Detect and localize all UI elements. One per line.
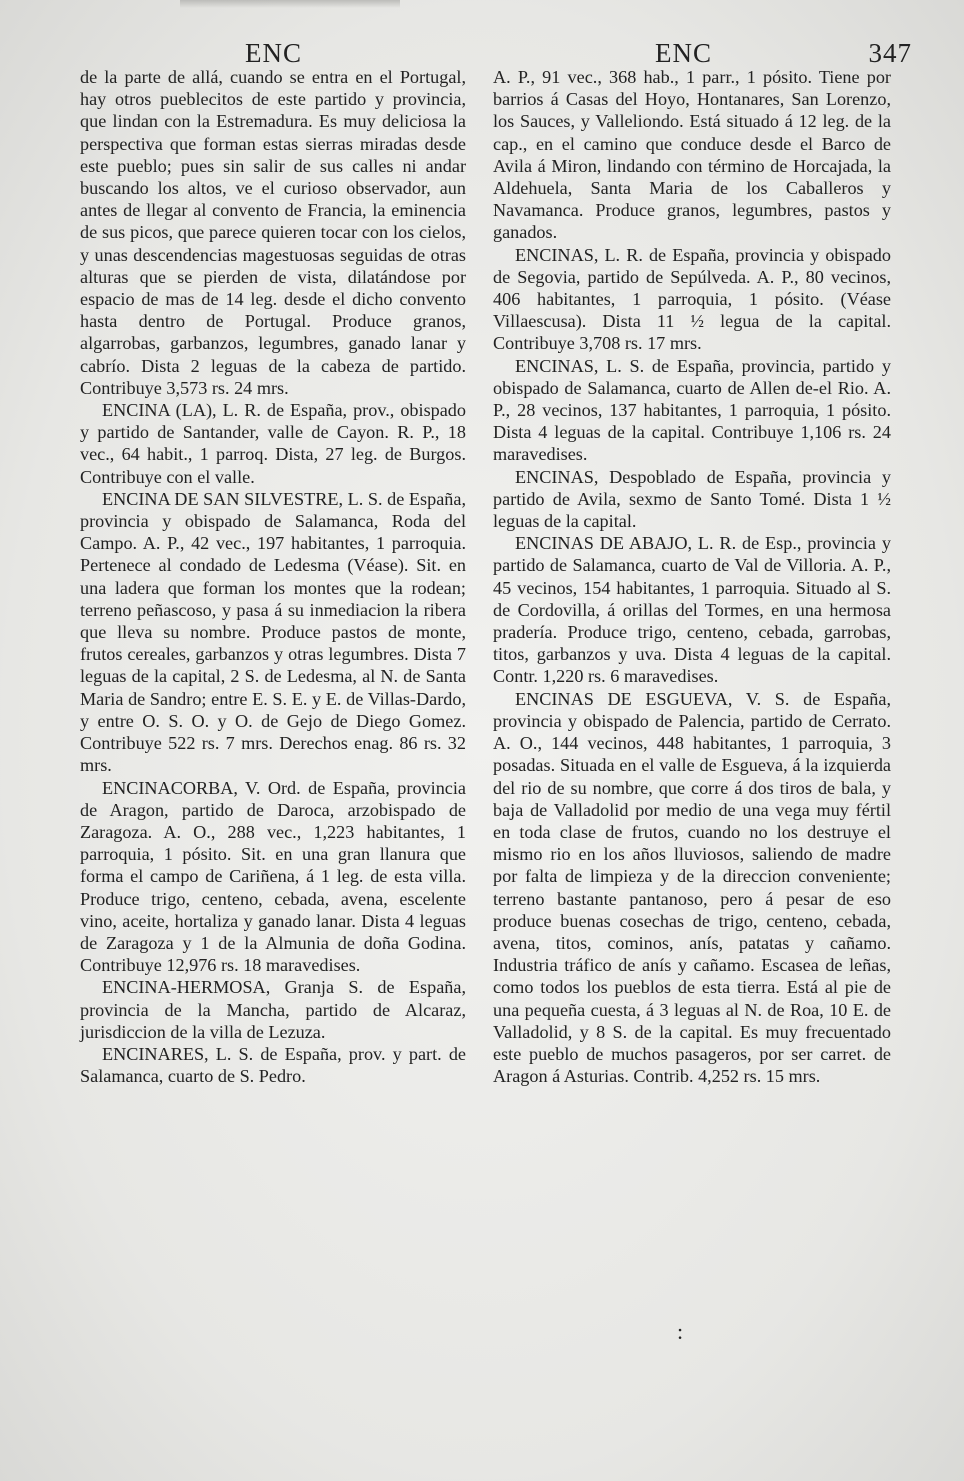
- entry-encinacorba: ENCINACORBA, V. Ord. de España, provincia de Aragon, partido de Daroca, arzobispado de Zaragoza. A. O., 288 vec., 1,223 habitantes, 1 parroquia, 1 pósito. Sit. en una gran llanura que forma el campo de Cariñena, á 1 leg. de esta villa. Produce trigo, centeno, cebada, avena, escelente vino, aceite, hortaliza y ganado lanar. Dista 4 leguas de Zaragoza y 1 de la Almunia de doña Godina. Contribuye 12,976 rs. 18 maravedises.: [80, 777, 466, 976]
- running-head-right: ENC: [655, 38, 712, 68]
- entry-encinas-segovia: ENCINAS, L. R. de España, provincia y obispado de Segovia, partido de Sepúlveda. A. P., 80 vecinos, 406 habitantes, 1 parroquia, 1 pósito. (Véase Villaescusa). Dista 11 ½ legua de la capital. Contribuye 3,708 rs. 17 mrs.: [493, 244, 891, 354]
- entry-encinares: ENCINARES, L. S. de España, prov. y part. de Salamanca, cuarto de S. Pedro.: [80, 1043, 466, 1087]
- entry-encinares-continuation: A. P., 91 vec., 368 hab., 1 parr., 1 pósito. Tiene por barrios á Casas del Hoyo, Hontanares, San Lorenzo, los Sauces, y Valleliondo. Está situado á 12 leg. de la cap., en el camino que conduce desde el Barco de Avila á Miron, lindando con término de Horcajada, la Aldehuela, Santa Maria de los Caballeros y Navamanca. Produce granos, legumbres, pastos y ganados.: [493, 67, 891, 243]
- page-number: 347: [868, 38, 912, 68]
- entry-encina-hermosa: ENCINA-HERMOSA, Granja S. de España, provincia de la Mancha, partido de Alcaraz, jurisdiccion de la villa de Lezuza.: [80, 977, 466, 1042]
- right-column: [493, 66, 891, 1087]
- entry-encina-la: ENCINA (LA), L. R. de España, prov., obispado y partido de Santander, valle de Cayon. R. P., 18 vec., 64 habit., 1 parroq. Dista, 27 leg. de Burgos. Contribuye con el valle.: [80, 400, 466, 487]
- entry-continuation: de la parte de allá, cuando se entra en el Portugal, hay otros pueblecitos de este partido y provincia, que lindan con la Estremadura. Es muy deliciosa la perspectiva que forman estas sierras miradas desde este pueblo; pues sin salir de sus calles ni andar buscando los altos, ve el curioso observador, aun antes de llegar al convento de Francia, la eminencia de sus picos, que parece quieren tocar con los cielos, y unas descendencias magestuosas seguidas de otras alturas que se pierden de vista, dilatándose por espacio de mas de 14 leg. desde el dicho convento hasta dentro de Portugal. Produce granos, algarrobas, garbanzos, legumbres, ganado lanar y cabrío. Dista 2 leguas de la cabeza de partido. Contribuye 3,573 rs. 24 mrs.: [80, 67, 466, 398]
- entry-encinas-de-esgueva: ENCINAS DE ESGUEVA, V. S. de España, provincia y obispado de Palencia, partido de Cerrato. A. O., 144 vecinos, 448 habitantes, 1 parroquia, 3 posadas. Situada en el valle de Esgueva, á la izquierda del rio de su nombre, que corre á dos tiros de bala, y baja de Valladolid por medio de una vega muy fértil en toda clase de frutos, cuando no los destruye el mismo rio en los años lluviosos, saliendo de madre por falta de limpieza y de la direccion conveniente; terreno bastante pantanoso, pero á pesar de eso produce buenas cosechas de trigo, centeno, cebada, avena, titos, cominos, anís, patatas y cañamo. Industria tráfico de anís y cañamo. Escasea de leñas, como todos los pueblos de esta tierra. Está al pie de una pequeña cuesta, á 3 leguas al N. de Roa, 10 E. de Valladolid, y 8 S. de la capital. Es muy frecuentado este pueblo de muchos pasageros, por ser carret. de Aragon á Asturias. Contrib. 4,252 rs. 15 mrs.: [493, 688, 891, 1087]
- end-mark: :: [676, 1319, 684, 1344]
- page-edge-shadow: [180, 0, 400, 8]
- entry-encinas-salamanca: ENCINAS, L. S. de España, provincia, partido y obispado de Salamanca, cuarto de Allen de-el Rio. A. P., 28 vecinos, 137 habitantes, 1 parroquia, 1 pósito. Dista 4 leguas de la capital. Contribuye 1,106 rs. 24 maravedises.: [493, 355, 891, 465]
- entry-encinas-despoblado: ENCINAS, Despoblado de España, provincia y partido de Avila, sexmo de Santo Tomé. Dista 1 ½ leguas de la capital.: [493, 466, 891, 532]
- left-column: [80, 66, 466, 1087]
- entry-encinas-de-abajo: ENCINAS DE ABAJO, L. R. de Esp., provincia y partido de Salamanca, cuarto de Val de Villoria. A. P., 45 vecinos, 154 habitantes, 1 parroquia. Situado al S. de Cordovilla, á orillas del Tormes, en una hermosa pradería. Produce trigo, centeno, cebada, garrobas, titos, garbanzos y uva. Dista 4 leguas de la capital. Contr. 1,220 rs. 6 maravedises.: [493, 533, 891, 687]
- entry-encina-de-san-silvestre: ENCINA DE SAN SILVESTRE, L. S. de España, provincia y obispado de Salamanca, Roda del Campo. A. P., 42 vec., 197 habitantes, 1 parroquia. Pertenece al condado de Ledesma (Véase). Sit. en una ladera que forman los montes que la rodean; terreno peñascoso, y pasa á su inmediacion la ribera que lleva su nombre. Produce pastos de monte, frutos cereales, garbanzos y otras legumbres. Dista 7 leguas de la capital, 2 S. de Ledesma, al N. de Santa Maria de Sandro; entre E. S. E. y E. de Villas-Dardo, y entre O. S. O. y O. de Gejo de Diego Gomez. Contribuye 522 rs. 7 mrs. Derechos enag. 86 rs. 32 mrs.: [80, 488, 466, 776]
- running-head-left: ENC: [245, 38, 302, 68]
